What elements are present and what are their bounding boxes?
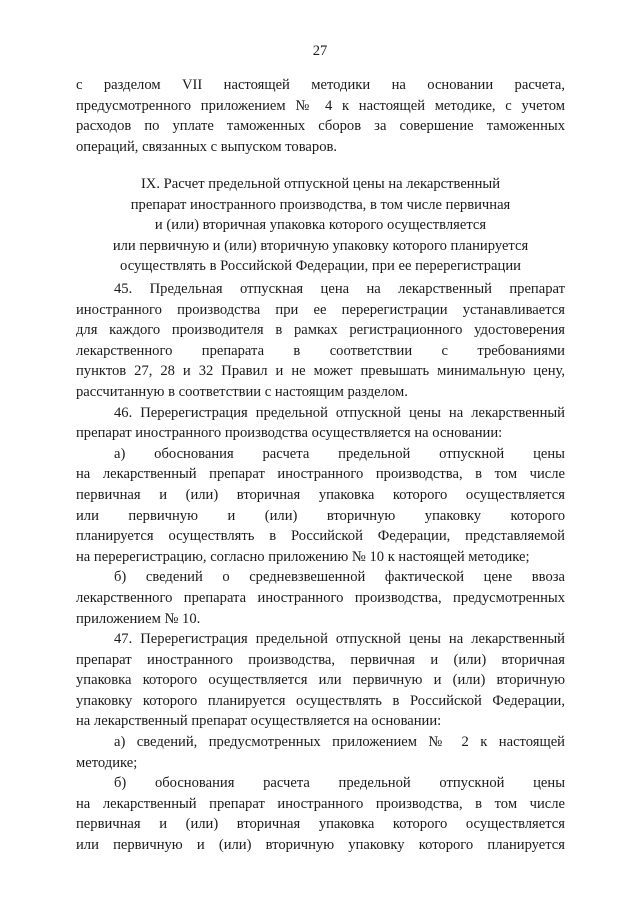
body-line: 47. Перерегистрация предельной отпускной цены на лекарственный: [114, 631, 565, 648]
body-line: а) сведений, предусмотренных приложением № 2 к настоящей: [114, 734, 565, 751]
body-line: на лекарственный препарат иностранного производства, в том числе: [76, 795, 565, 812]
intro-line: предусмотренного приложением № 4 к настоящей методике, с учетом: [76, 97, 565, 114]
body-line: иностранного производства при ее перерегистрации устанавливается: [76, 301, 565, 318]
section-heading: [76, 174, 565, 277]
intro-paragraph: [76, 75, 565, 157]
body-line: приложением № 10.: [76, 610, 201, 627]
body-line: или первичную и (или) вторичную упаковку которого планируется: [76, 837, 565, 854]
section-heading-line: IX. Расчет предельной отпускной цены на лекарственный: [140, 176, 501, 192]
body-line: пунктов 27, 28 и 32 Правил и не может превышать минимальную цену,: [76, 363, 565, 380]
section-heading-line: осуществлять в Российской Федерации, при ее перерегистрации: [120, 258, 521, 275]
body-line: лекарственного препарата иностранного производства, предусмотренных: [76, 589, 565, 606]
body-line: на перерегистрацию, согласно приложению № 10 к настоящей методике;: [76, 548, 530, 565]
page-number: 27: [312, 43, 328, 59]
body-line: а) обоснования расчета предельной отпускной цены: [114, 445, 565, 462]
body-line: упаковку которого планируется осуществлять в Российской Федерации,: [76, 692, 565, 709]
body-line: б) сведений о средневзвешенной фактической цене ввоза: [114, 569, 565, 586]
body-line: на лекарственный препарат иностранного производства, в том числе: [76, 466, 565, 483]
body-line: первичная и (или) вторичная упаковка которого осуществляется: [76, 816, 565, 833]
body-line: планируется осуществлять в Российской Федерации, представляемой: [76, 528, 565, 545]
body-line: б) обоснования расчета предельной отпускной цены: [114, 775, 565, 792]
section-heading-line: или первичную и (или) вторичную упаковку которого планируется: [112, 237, 529, 254]
intro-line: расходов по уплате таможенных сборов за совершение таможенных: [76, 118, 565, 135]
body-line: или первичную и (или) вторичную упаковку которого: [76, 507, 565, 524]
body-line: рассчитанную в соответствии с настоящим разделом.: [76, 383, 408, 400]
body-line: первичная и (или) вторичная упаковка которого осуществляется: [76, 486, 565, 503]
body-line: препарат иностранного производства, первичная и (или) вторичная: [76, 651, 565, 668]
body-line: 45. Предельная отпускная цена на лекарственный препарат: [114, 281, 565, 297]
intro-line: с разделом VII настоящей методики на основании расчета,: [76, 77, 565, 93]
body-line: упаковка которого осуществляется или первичную и (или) вторичную: [76, 672, 565, 689]
section-heading-line: и (или) вторичная упаковка которого осуществляется: [154, 217, 487, 234]
body-line: лекарственного препарата в соответствии с требованиями: [76, 342, 565, 359]
body-line: для каждого производителя в рамках регистрационного удостоверения: [76, 322, 565, 339]
body-line: 46. Перерегистрация предельной отпускной цены на лекарственный: [114, 404, 565, 421]
body-line: методике;: [76, 754, 138, 771]
body-line: на лекарственный препарат осуществляется на основании:: [76, 713, 442, 730]
section-body: [76, 279, 565, 856]
intro-line: операций, связанных с выпуском товаров.: [76, 138, 338, 155]
section-heading-line: препарат иностранного производства, в том числе первичная: [130, 196, 511, 213]
body-line: препарат иностранного производства осуществляется на основании:: [76, 425, 503, 442]
